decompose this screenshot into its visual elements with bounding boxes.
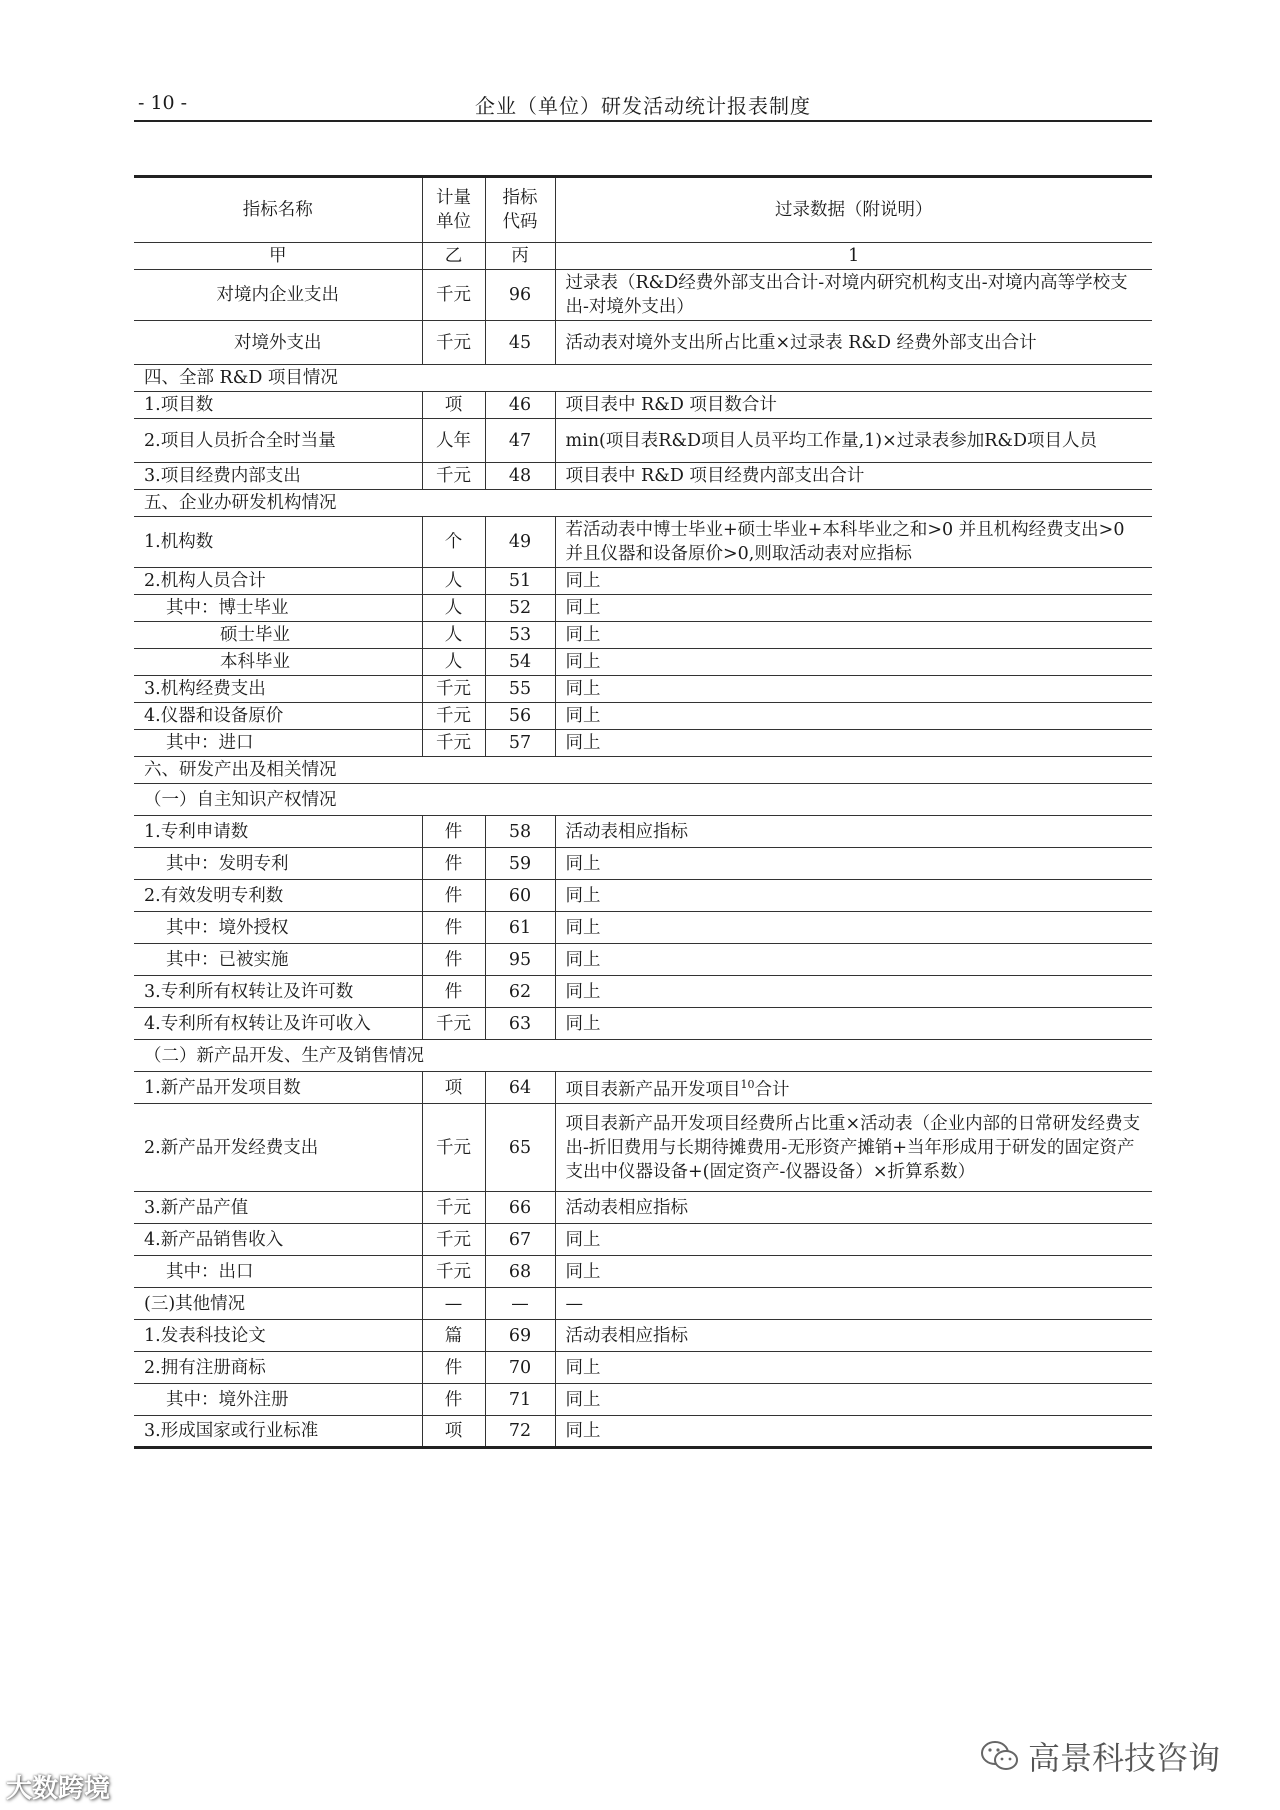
indicator-name: 1.新产品开发项目数 (134, 1072, 422, 1104)
column-index-row (134, 243, 1152, 270)
source-cell: 项目表新产品开发项目经费所占比重×活动表（企业内部的日常研发经费支出-折旧费用与长期待摊费用-无形资产摊销+当年形成用于研发的固定资产支出中仪器设备+(固定资产-仪器设备）×折算系数） (555, 1104, 1152, 1192)
unit-cell: 件 (422, 880, 485, 912)
unit-cell: 件 (422, 1384, 485, 1416)
source-cell: 同上 (555, 1256, 1152, 1288)
source-cell: 同上 (555, 848, 1152, 880)
code-cell: 47 (485, 419, 555, 463)
table-row (134, 1288, 1152, 1320)
unit-cell: 件 (422, 1352, 485, 1384)
table-row (134, 270, 1152, 321)
table-row (134, 321, 1152, 365)
unit-cell: 人 (422, 595, 485, 622)
source-cell: 同上 (555, 622, 1152, 649)
indicator-name: 2.机构人员合计 (134, 568, 422, 595)
indicator-name: 其中：境外注册 (134, 1384, 422, 1416)
code-cell: 46 (485, 392, 555, 419)
table-row (134, 730, 1152, 757)
table-row (134, 392, 1152, 419)
indicator-name: 1.项目数 (134, 392, 422, 419)
table-row (134, 649, 1152, 676)
unit-cell: 人 (422, 622, 485, 649)
column-index: 1 (555, 243, 1152, 270)
unit-cell: 千元 (422, 1008, 485, 1040)
table-row (134, 703, 1152, 730)
indicator-name: 2.有效发明专利数 (134, 880, 422, 912)
indicator-name: 4.新产品销售收入 (134, 1224, 422, 1256)
unit-cell: 人 (422, 649, 485, 676)
table-row (134, 595, 1152, 622)
source-cell: 同上 (555, 568, 1152, 595)
code-cell: 72 (485, 1416, 555, 1448)
table-row (134, 912, 1152, 944)
header-source: 过录数据（附说明） (555, 177, 1152, 243)
source-cell: 同上 (555, 912, 1152, 944)
unit-cell: 千元 (422, 321, 485, 365)
table-row (134, 622, 1152, 649)
unit-cell: 项 (422, 1416, 485, 1448)
code-cell: 45 (485, 321, 555, 365)
unit-cell: 人 (422, 568, 485, 595)
section-heading-row (134, 490, 1152, 517)
table-row (134, 1224, 1152, 1256)
table-row (134, 419, 1152, 463)
code-cell: 49 (485, 517, 555, 568)
source-cell: 同上 (555, 976, 1152, 1008)
indicator-name: 1.发表科技论文 (134, 1320, 422, 1352)
wechat-icon (980, 1739, 1020, 1773)
indicator-name: 其中：发明专利 (134, 848, 422, 880)
unit-cell: 千元 (422, 1104, 485, 1192)
code-cell: 61 (485, 912, 555, 944)
code-cell: — (485, 1288, 555, 1320)
indicator-name: 其中：已被实施 (134, 944, 422, 976)
indicator-name: 2.新产品开发经费支出 (134, 1104, 422, 1192)
code-cell: 66 (485, 1192, 555, 1224)
code-cell: 55 (485, 676, 555, 703)
table-row (134, 1072, 1152, 1104)
table-row (134, 816, 1152, 848)
table-body (134, 270, 1152, 1448)
code-cell: 52 (485, 595, 555, 622)
code-cell: 62 (485, 976, 555, 1008)
header-code: 指标 代码 (485, 177, 555, 243)
section-heading-row (134, 784, 1152, 816)
indicator-name: 4.专利所有权转让及许可收入 (134, 1008, 422, 1040)
table-row (134, 848, 1152, 880)
header-indicator-name: 指标名称 (134, 177, 422, 243)
table-row (134, 1192, 1152, 1224)
table-row (134, 1008, 1152, 1040)
indicator-name: (三)其他情况 (134, 1288, 422, 1320)
code-cell: 69 (485, 1320, 555, 1352)
watermark-right-text: 高景科技咨询 (1028, 1739, 1221, 1777)
header-unit: 计量 单位 (422, 177, 485, 243)
unit-cell: 件 (422, 816, 485, 848)
indicator-name: 3.机构经费支出 (134, 676, 422, 703)
source-cell: 过录表（R&D经费外部支出合计-对境内研究机构支出-对境内高等学校支出-对境外支出） (555, 270, 1152, 321)
indicator-name: 本科毕业 (134, 649, 422, 676)
table-header-row (134, 177, 1152, 243)
table-row (134, 944, 1152, 976)
unit-cell: 篇 (422, 1320, 485, 1352)
table-row (134, 1416, 1152, 1448)
section-heading: （二）新产品开发、生产及销售情况 (134, 1040, 1152, 1072)
source-cell: 同上 (555, 1384, 1152, 1416)
code-cell: 65 (485, 1104, 555, 1192)
source-cell: 同上 (555, 730, 1152, 757)
code-cell: 51 (485, 568, 555, 595)
indicator-name: 1.机构数 (134, 517, 422, 568)
indicator-name: 2.项目人员折合全时当量 (134, 419, 422, 463)
watermark-right (980, 1733, 1220, 1779)
source-cell: 活动表相应指标 (555, 816, 1152, 848)
code-cell: 57 (485, 730, 555, 757)
unit-cell: 千元 (422, 463, 485, 490)
code-cell: 64 (485, 1072, 555, 1104)
source-cell: 同上 (555, 1224, 1152, 1256)
indicator-name: 其中：境外授权 (134, 912, 422, 944)
source-cell: 同上 (555, 676, 1152, 703)
source-cell: 项目表中 R&D 项目经费内部支出合计 (555, 463, 1152, 490)
source-cell: 同上 (555, 1352, 1152, 1384)
unit-cell: 件 (422, 976, 485, 1008)
watermark-left: 大数跨境 (6, 1774, 111, 1804)
table-row (134, 1256, 1152, 1288)
section-heading: 六、研发产出及相关情况 (134, 757, 1152, 784)
source-cell: 活动表相应指标 (555, 1192, 1152, 1224)
source-cell: 同上 (555, 944, 1152, 976)
unit-cell: 千元 (422, 703, 485, 730)
unit-cell: 个 (422, 517, 485, 568)
table-row (134, 1384, 1152, 1416)
section-heading: （一）自主知识产权情况 (134, 784, 1152, 816)
section-heading-row (134, 757, 1152, 784)
table-row (134, 1320, 1152, 1352)
indicator-name: 其中：出口 (134, 1256, 422, 1288)
table-row (134, 463, 1152, 490)
page-header (134, 88, 1152, 122)
indicator-name: 3.专利所有权转让及许可数 (134, 976, 422, 1008)
indicator-name: 4.仪器和设备原价 (134, 703, 422, 730)
column-index: 甲 (134, 243, 422, 270)
section-heading-row (134, 1040, 1152, 1072)
code-cell: 58 (485, 816, 555, 848)
section-heading: 五、企业办研发机构情况 (134, 490, 1152, 517)
indicator-name: 其中：博士毕业 (134, 595, 422, 622)
indicator-name: 对境外支出 (134, 321, 422, 365)
source-cell: min(项目表R&D项目人员平均工作量,1)×过录表参加R&D项目人员 (555, 419, 1152, 463)
code-cell: 67 (485, 1224, 555, 1256)
column-index: 乙 (422, 243, 485, 270)
code-cell: 48 (485, 463, 555, 490)
indicator-name: 3.形成国家或行业标准 (134, 1416, 422, 1448)
source-cell: 项目表中 R&D 项目数合计 (555, 392, 1152, 419)
source-cell: 同上 (555, 703, 1152, 730)
table-row (134, 880, 1152, 912)
unit-cell: 千元 (422, 1192, 485, 1224)
unit-cell: — (422, 1288, 485, 1320)
unit-cell: 件 (422, 848, 485, 880)
indicator-name: 硕士毕业 (134, 622, 422, 649)
source-cell: 活动表相应指标 (555, 1320, 1152, 1352)
source-cell: 同上 (555, 649, 1152, 676)
code-cell: 59 (485, 848, 555, 880)
source-cell: 同上 (555, 880, 1152, 912)
unit-cell: 千元 (422, 270, 485, 321)
unit-cell: 千元 (422, 1224, 485, 1256)
indicator-name: 3.项目经费内部支出 (134, 463, 422, 490)
unit-cell: 千元 (422, 1256, 485, 1288)
table-row (134, 976, 1152, 1008)
section-heading: 四、全部 R&D 项目情况 (134, 365, 1152, 392)
column-index: 丙 (485, 243, 555, 270)
page-number: - 10 - (138, 92, 188, 114)
document-title: 企业（单位）研发活动统计报表制度 (475, 94, 811, 118)
table-row (134, 568, 1152, 595)
source-cell: 同上 (555, 1008, 1152, 1040)
indicator-name: 对境内企业支出 (134, 270, 422, 321)
source-cell: 活动表对境外支出所占比重×过录表 R&D 经费外部支出合计 (555, 321, 1152, 365)
statistics-table (134, 175, 1152, 1449)
unit-cell: 项 (422, 1072, 485, 1104)
code-cell: 70 (485, 1352, 555, 1384)
unit-cell: 项 (422, 392, 485, 419)
indicator-name: 3.新产品产值 (134, 1192, 422, 1224)
code-cell: 71 (485, 1384, 555, 1416)
indicator-name: 其中：进口 (134, 730, 422, 757)
source-cell: — (555, 1288, 1152, 1320)
source-cell: 若活动表中博士毕业+硕士毕业+本科毕业之和>0 并且机构经费支出>0 并且仪器和设备原价>0,则取活动表对应指标 (555, 517, 1152, 568)
code-cell: 54 (485, 649, 555, 676)
source-cell: 同上 (555, 595, 1152, 622)
code-cell: 53 (485, 622, 555, 649)
code-cell: 95 (485, 944, 555, 976)
code-cell: 63 (485, 1008, 555, 1040)
source-cell: 项目表新产品开发项目$^{10}$合计 (555, 1072, 1152, 1104)
table-row (134, 517, 1152, 568)
unit-cell: 人年 (422, 419, 485, 463)
table-row (134, 1104, 1152, 1192)
table-row (134, 1352, 1152, 1384)
code-cell: 68 (485, 1256, 555, 1288)
indicator-name: 2.拥有注册商标 (134, 1352, 422, 1384)
indicator-name: 1.专利申请数 (134, 816, 422, 848)
code-cell: 96 (485, 270, 555, 321)
source-cell: 同上 (555, 1416, 1152, 1448)
unit-cell: 千元 (422, 676, 485, 703)
unit-cell: 千元 (422, 730, 485, 757)
unit-cell: 件 (422, 944, 485, 976)
section-heading-row (134, 365, 1152, 392)
unit-cell: 件 (422, 912, 485, 944)
table-row (134, 676, 1152, 703)
code-cell: 56 (485, 703, 555, 730)
code-cell: 60 (485, 880, 555, 912)
footnote-marker: 10 (740, 1078, 755, 1092)
